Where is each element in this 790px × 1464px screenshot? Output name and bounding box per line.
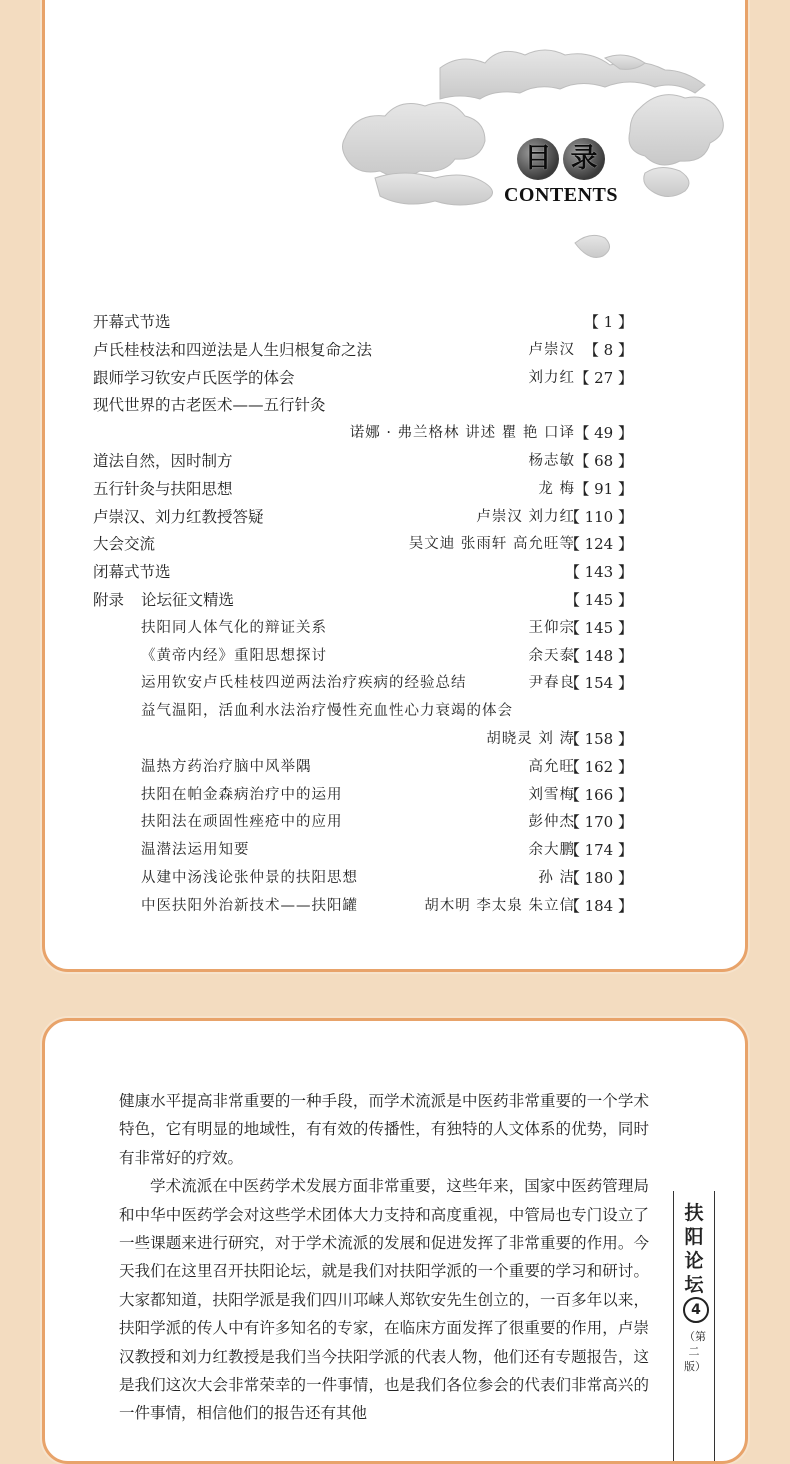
toc-entry-author: 高允旺 [528, 758, 575, 775]
toc-entry[interactable] [93, 420, 633, 446]
toc-entry-author: 刘力红 [528, 369, 575, 386]
title-char-circle [563, 138, 605, 180]
toc-entry-page: 【 158 】 [564, 730, 633, 748]
toc-entry[interactable] [93, 448, 633, 474]
toc-entry-page: 【 148 】 [564, 646, 633, 665]
toc-entry-author: 龙 梅 [538, 480, 575, 497]
toc-entry[interactable] [93, 837, 633, 863]
toc-entry[interactable] [93, 309, 633, 335]
toc-entry-title: 闭幕式节选 [93, 563, 171, 582]
toc-entry[interactable] [93, 476, 633, 502]
toc-entry-page: 【 68 】 [574, 452, 633, 470]
toc-entry-title: 五行针灸与扶阳思想 [93, 479, 233, 498]
text-page [42, 1018, 748, 1464]
toc-section-label: 附录 [93, 591, 125, 609]
toc-heading [491, 138, 631, 207]
toc-entry-author: 刘雪梅 [528, 786, 575, 803]
toc-entry-page: 【 91 】 [574, 479, 633, 498]
toc-entry[interactable] [93, 392, 633, 418]
toc-entry[interactable] [93, 531, 633, 557]
cloud-decoration [45, 0, 745, 293]
toc-entry-page: 【 170 】 [564, 813, 633, 832]
toc-entry-author: 王仰宗 [528, 619, 575, 636]
toc-entry-page: 【 124 】 [564, 535, 633, 554]
toc-entry-title: 温热方药治疗脑中风举隅 [141, 758, 312, 775]
toc-entry[interactable] [93, 587, 633, 613]
toc-entry[interactable] [93, 782, 633, 808]
toc-entry-title: 开幕式节选 [93, 313, 171, 331]
toc-entry-title: 扶阳在帕金森病治疗中的运用 [141, 786, 343, 803]
contents-subtitle: CONTENTS [503, 184, 619, 206]
toc-entry[interactable] [93, 365, 633, 391]
toc-entry-page: 【 27 】 [574, 368, 633, 387]
toc-entry-page: 【 110 】 [564, 507, 633, 526]
toc-entry-title: 运用钦安卢氏桂枝四逆两法治疗疾病的经验总结 [141, 675, 467, 692]
toc-entry-title: 益气温阳，活血利水法治疗慢性充血性心力衰竭的体会 [141, 703, 513, 720]
toc-entry-author: 胡晓灵 刘 涛 [486, 731, 575, 747]
toc-entry-author: 吴文迪 张雨轩 高允旺等 [408, 536, 575, 553]
toc-entry-title: 现代世界的古老医术——五行针灸 [93, 396, 326, 415]
toc-entry-page: 【 174 】 [564, 841, 633, 860]
toc-entry-page: 【 162 】 [564, 757, 633, 776]
toc-entry-author: 孙 洁 [538, 870, 575, 886]
toc-entry-page: 【 184 】 [564, 896, 633, 915]
toc-entry[interactable] [93, 698, 633, 724]
toc-entry-title: 跟师学习钦安卢氏医学的体会 [93, 368, 295, 387]
toc-entry-author: 尹春良 [528, 675, 575, 692]
toc-entry-title: 论坛征文精选 [141, 591, 235, 609]
toc-entry[interactable] [93, 559, 633, 585]
toc-entry-title: 中医扶阳外治新技术——扶阳罐 [141, 897, 358, 914]
toc-entry-page: 【 49 】 [574, 424, 633, 443]
toc-entry-page: 【 180 】 [564, 869, 633, 887]
toc-entry-page: 【 143 】 [564, 563, 633, 582]
volume-number-badge: 4 [683, 1297, 709, 1323]
toc-entry[interactable] [93, 754, 633, 780]
toc-entry-title: 扶阳法在顽固性痤疮中的应用 [141, 814, 343, 831]
toc-entry[interactable] [93, 643, 633, 669]
toc-entry[interactable] [93, 865, 633, 891]
toc-entry-author: 卢崇汉 [528, 341, 575, 358]
toc-entry-title: 扶阳同人体气化的辩证关系 [141, 619, 327, 636]
edition-label: （第二版） [684, 1330, 706, 1373]
toc-entry[interactable] [93, 726, 633, 752]
title-char-circle [517, 138, 559, 180]
toc-entry-title: 卢崇汉、刘力红教授答疑 [93, 507, 264, 526]
toc-entry[interactable] [93, 670, 633, 696]
toc-entry[interactable] [93, 615, 633, 641]
toc-entry-title: 大会交流 [93, 535, 156, 554]
paragraph: 学术流派在中医药学术发展方面非常重要，这些年来，国家中医药管理局和中华中医药学会对这些学术团体大力支持和高度重视，中管局也专门设立了一些课题来进行研究，对于学术流派的发展和促进发挥了非常重要的作用。今天我们在这里召开扶阳论坛，就是我们对扶阳学派的一个重要的学习和研讨。大家都知道，扶阳学派是我们四川邛崃人郑钦安先生创立的，一百多年以来，扶阳学派的传人中有许多知名的专家，在临床方面发挥了很重要的作用，卢崇汉教授和刘力红教授是我们当今扶阳学派的代表人物，他们还有专题报告，这是我们这次大会非常荣幸的一件事情，也是我们各位参会的代表们非常高兴的一件事情，相信他们的报告还有其他 [119, 1177, 649, 1423]
toc-entry-page: 【 154 】 [564, 674, 633, 693]
toc-entry-author: 诺娜 · 弗兰格林 讲述 瞿 艳 口译 [349, 425, 575, 442]
toc-entry-title: 《黄帝内经》重阳思想探讨 [141, 647, 327, 664]
toc-entry-page: 【 1 】 [583, 313, 633, 331]
toc-entry-author: 胡木明 李太泉 朱立信 [424, 897, 575, 914]
toc-entry-title: 道法自然，因时制方 [93, 452, 233, 470]
toc-entry-page: 【 145 】 [564, 591, 633, 609]
toc-entry-author: 余大鹏 [528, 842, 575, 859]
title-char: 录 [570, 143, 598, 174]
toc-entry-author: 杨志敏 [528, 453, 575, 469]
toc-entry-author: 余天泰 [528, 647, 575, 664]
toc-entry-author: 卢崇汉 刘力红 [476, 508, 575, 525]
toc-entry[interactable] [93, 504, 633, 530]
toc-entry-page: 【 166 】 [564, 785, 633, 804]
toc-entry[interactable] [93, 893, 633, 919]
side-book-title: 扶阳论坛 [684, 1202, 704, 1296]
toc-entry-title: 卢氏桂枝法和四逆法是人生归根复命之法 [93, 340, 373, 359]
body-text [119, 1087, 649, 1428]
toc-entry-author: 彭仲杰 [528, 814, 575, 831]
paragraph: 健康水平提高非常重要的一种手段，而学术流派是中医药非常重要的一个学术特色，它有明显的地域性，有有效的传播性，有独特的人文体系的优势，同时有非常好的疗效。 [119, 1092, 649, 1167]
toc-entry[interactable] [93, 809, 633, 835]
toc-entry-page: 【 8 】 [583, 340, 633, 359]
toc-entry[interactable] [93, 337, 633, 363]
toc-entry-title: 温潜法运用知要 [141, 842, 250, 859]
toc-page [42, 0, 748, 972]
toc-entry-page: 【 145 】 [564, 618, 633, 637]
toc-entry-title: 从建中汤浅论张仲景的扶阳思想 [141, 870, 358, 886]
side-tab [673, 1191, 715, 1461]
title-char: 目 [524, 143, 552, 174]
